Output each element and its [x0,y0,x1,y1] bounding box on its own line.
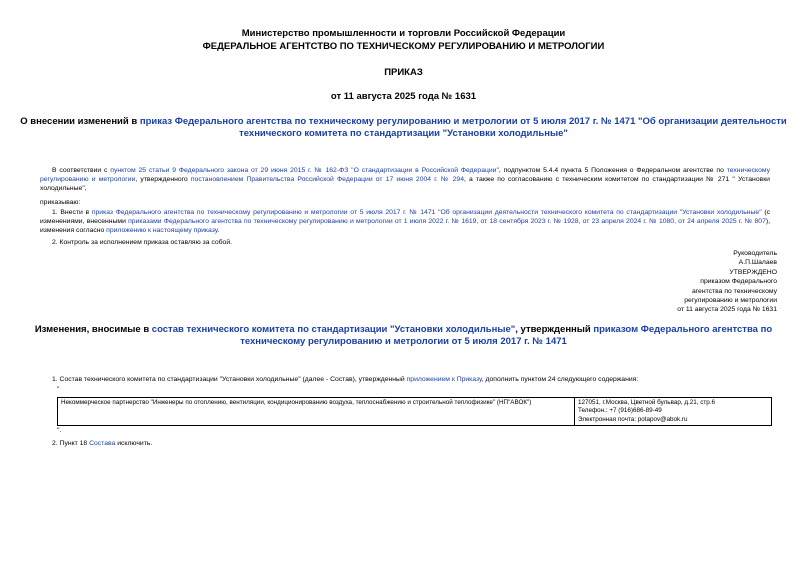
document-date: от 11 августа 2025 года № 1631 [330,91,477,102]
link-committee-composition[interactable]: состав технического комитета по стандартизации "Установки холодильные" [151,324,516,335]
change1-text-a: 1. Состав технического комитета по стандартизации "Установки холодильные" (далее - Состав), утвержденный [52,376,407,383]
item1-text-a: 1. Внести в [52,209,92,216]
composition-table [57,397,772,426]
contact-phone: Телефон.: +7 (916)686-89-49 [578,407,662,415]
preamble-text-e: 271 " Установки холодильные", [40,176,770,192]
changes-title [0,324,807,348]
preamble-text-d: , а также по согласованию с техническим комитетом по стандартизации № [464,176,715,183]
approval-line-1: приказом Федерального [700,278,777,286]
order-word: приказываю: [40,199,81,206]
quote-close: ". [57,427,62,434]
link-order-807[interactable]: 24 апреля 2025 г. № 807 [687,218,766,225]
order-title [0,116,807,140]
order-item-2: 2. Контроль за исполнением приказа оставляю за собой. [52,239,233,246]
document-type: ПРИКАЗ [384,67,423,78]
table-row [58,398,772,426]
link-annex[interactable]: приложению к настоящему приказу [106,227,218,234]
table-cell-organization: Некоммерческое партнерство "Инженеры по отоплению, вентиляции, кондиционированию воздуха, теплоснабжению и строительной теплофизике" (НП"АВОК") [58,398,575,426]
agency-name: ФЕДЕРАЛЬНОЕ АГЕНТСТВО ПО ТЕХНИЧЕСКОМУ РЕГУЛИРОВАНИЮ И МЕТРОЛОГИИ [202,41,605,52]
signature-name: А.П.Шалаев [738,259,777,267]
ministry-name: Министерство промышленности и торговли Российской Федерации [241,28,566,39]
contact-email: Электронная почта: potapov@abok.ru [578,415,688,423]
approval-line-3: регулированию и метрологии [684,297,777,305]
change-item-2 [52,439,152,448]
link-federal-law-162[interactable]: пунктом 25 статьи 9 Федерального закона от 29 июня 2015 г. № 162-ФЗ "О стандартизации в Российской Федерации" [110,167,499,174]
item1-text-d: . [217,227,220,234]
signature-block [677,249,777,315]
item1-text-b: (с изменениями, внесенными [40,209,770,225]
item1-text-c: ), изменения согласно [40,218,771,234]
change2-text-a: 2. Пункт 18 [52,440,90,447]
preamble-text-a: В соответствии с [52,167,111,174]
preamble-paragraph [40,166,770,193]
preamble-text-c: , утвержденного [135,176,191,183]
changes-title-mid: , утвержденный [515,324,594,335]
quote-open: " [57,386,60,393]
link-amending-orders[interactable]: приказами Федерального агентства по техническому регулированию и метрологии от 1 июля 2022 г. № 1619, от 18 сентября 2023 г. № 1928, от 23 апреля 2024 г. № 1080, от [128,218,685,225]
approval-line-4: от 11 августа 2025 года № 1631 [677,306,777,314]
link-order-1471-changes[interactable]: приказом Федерального агентства по [593,324,773,335]
link-composition[interactable]: Состава [89,440,116,447]
approval-line-2: агентства по техническому [691,287,777,295]
title-prefix: О внесении изменений в [20,116,140,127]
preamble-text-b: , подпунктом 5.4.4 пункта 5 Положения о Федеральном агентстве по [498,167,724,174]
link-order-1471-cont[interactable]: холодильные" [716,209,762,216]
link-annex-order[interactable]: приложением к Приказу [406,376,482,383]
title-link-order-1471-cont[interactable]: технического комитета по стандартизации "Установки холодильные" [239,128,568,139]
order-item-1 [40,208,770,235]
change-item-1 [52,375,638,384]
approval-stamp: УТВЕРЖДЕНО [729,268,777,276]
title-link-order-1471[interactable]: приказ Федерального агентства по техническому регулированию и метрологии от 5 июля 2017 г. № 1471 "Об организации деятельности [139,116,787,127]
link-government-decree-294[interactable]: постановлением Правительства Российской Федерации от 17 июня 2004 г. № 294 [190,176,464,183]
change2-text-b: исключить. [115,440,153,447]
change1-text-b: , дополнить пунктом 24 следующего содержания: [481,376,639,383]
signature-role: Руководитель [733,250,777,257]
contact-address: 127051, г.Москва, Цветной бульвар, д.21, стр.6 [578,399,716,406]
link-agency-regulation[interactable]: техническому регулированию и метрологии [40,167,771,183]
changes-title-prefix: Изменения, вносимые в [34,324,152,335]
table-cell-contacts [575,398,772,426]
link-order-1471-changes-cont[interactable]: техническому регулированию и метрологии от 5 июля 2017 г. № 1471 [240,336,567,347]
link-order-1471[interactable]: приказ Федерального агентства по техническому регулированию и метрологии от 5 июля 2017 г. № 1471 "Об организации деятельности технического комитета по стандартизации "Установки [91,209,715,216]
